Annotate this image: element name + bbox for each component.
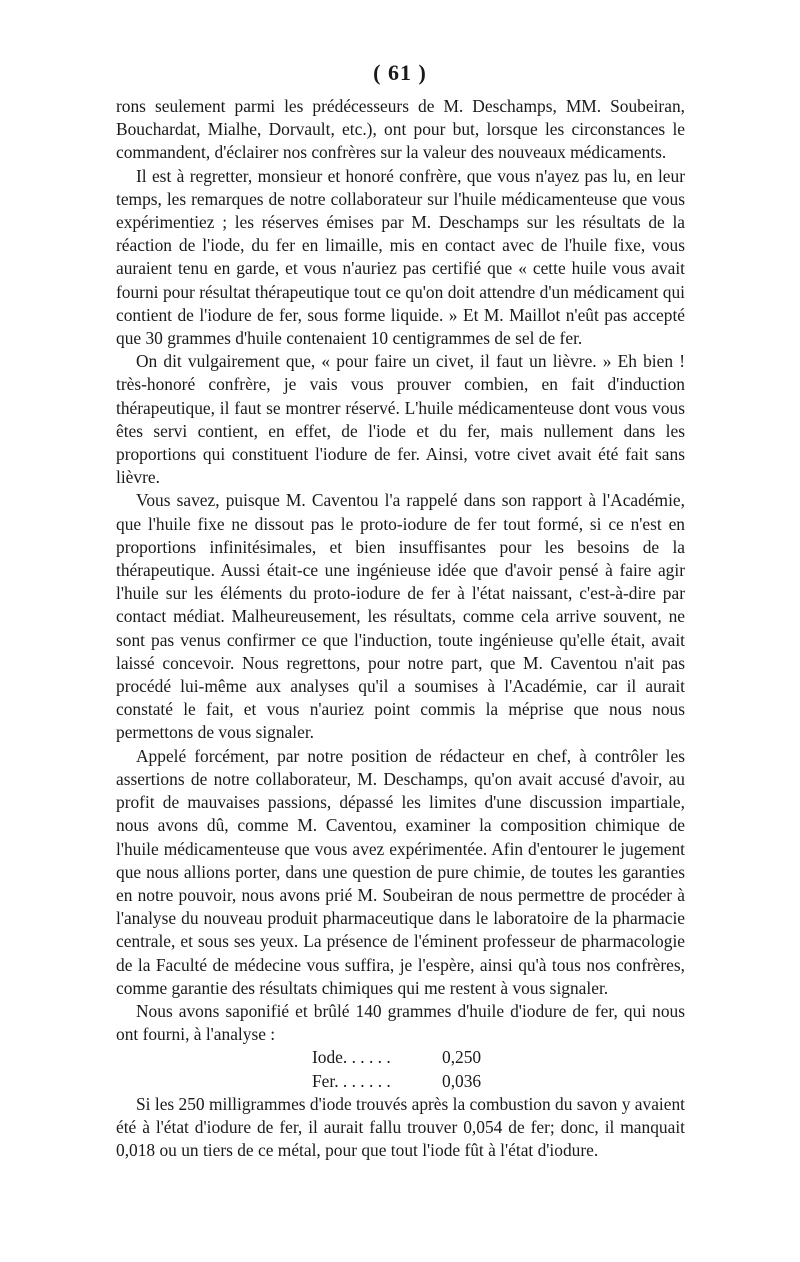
paragraph: Nous avons saponifié et brûlé 140 grammes d'huile d'iodure de fer, qui nous ont fourni, à l'analyse : [116, 1000, 685, 1045]
analysis-label: Fer. . . . . . . [312, 1070, 391, 1091]
body-text [116, 95, 685, 1162]
analysis-row-iode [116, 1046, 685, 1069]
paragraph: Vous savez, puisque M. Caventou l'a rappelé dans son rapport à l'Académie, que l'huile fixe ne dissout pas le proto-iodure de fer tout formé, si ce n'est en proportions infinitésimales, et bien insuffisantes pour les besoins de la thérapeutique. Aussi était-ce une ingénieuse idée que d'avoir pensé à faire agir l'huile sur les éléments du proto-iodure de fer à l'état naissant, c'est-à-dire par contact médiat. Malheureusement, les résultats, comme cela arrive souvent, ne sont pas venus confirmer ce que l'induction, toute ingénieuse qu'elle était, avait laissé concevoir. Nous regrettons, pour notre part, que M. Caventou n'ait pas procédé lui-même aux analyses qu'il a soumises à l'Académie, car il aurait constaté le fait, et vous n'auriez point commis la méprise que nous nous permettons de vous signaler. [116, 490, 685, 743]
analysis-value: 0,036 [442, 1070, 482, 1091]
paragraph: Si les 250 milligrammes d'iode trouvés après la combustion du savon y avaient été à l'état d'iodure de fer, il aurait fallu trouver 0,054 de fer; donc, il manquait 0,018 ou un tiers de ce métal, pour que tout l'iode fût à l'état d'iodure. [116, 1093, 685, 1161]
analysis-row-fer [116, 1070, 685, 1093]
paragraph: Appelé forcément, par notre position de rédacteur en chef, à contrôler les assertions de notre collaborateur, M. Deschamps, qu'on avait accusé d'avoir, au profit de mauvaises passions, dépassé les limites d'une discussion impartiale, nous avons dû, comme M. Caventou, examiner la composition chimique de l'huile médicamenteuse que vous avez expérimentée. Afin d'entourer le jugement que nous allions porter, dans une question de pure chimie, de toutes les garanties en notre pouvoir, nous avons prié M. Soubeiran de nous permettre de procéder à l'analyse du nouveau produit pharmaceutique dans le laboratoire de la pharmacie centrale, et sous ses yeux. La présence de l'éminent professeur de pharmacologie de la Faculté de médecine vous suffira, je l'espère, ainsi qu'à tous nos confrères, comme garantie des résultats chimiques qui me restent à vous signaler. [116, 745, 685, 998]
page-number: ( 61 ) [373, 60, 427, 85]
analysis-value: 0,250 [442, 1047, 482, 1068]
paragraph: Il est à regretter, monsieur et honoré confrère, que vous n'ayez pas lu, en leur temps, les remarques de notre collaborateur sur l'huile médicamenteuse que vous expérimentiez ; les réserves émises par M. Deschamps sur les résultats de la réaction de l'iode, du fer en limaille, mis en contact avec de l'huile fixe, vous auraient tenu en garde, et vous n'auriez pas certifié que « cette huile vous avait fourni pour résultat thérapeutique tout ce qu'on doit attendre d'un médicament qui contient de l'iodure de fer, sous forme liquide. » Et M. Maillot n'eût pas accepté que 30 grammes d'huile contenaient 10 centigrammes de sel de fer. [116, 165, 685, 349]
paragraph: rons seulement parmi les prédécesseurs de M. Deschamps, MM. Soubeiran, Bouchardat, Mialhe, Dorvault, etc.), ont pour but, lorsque les circonstances le commandent, d'éclairer nos confrères sur la valeur des nouveaux médicaments. [116, 96, 685, 163]
paragraph: On dit vulgairement que, « pour faire un civet, il faut un lièvre. » Eh bien ! très-honoré confrère, je vais vous prouver combien, en fait d'induction thérapeutique, il faut se montrer réservé. L'huile médicamenteuse dont vous vous êtes servi contient, en effet, de l'iode et du fer, mais nullement dans les proportions qui constituent l'iodure de fer. Ainsi, votre civet avait été fait sans lièvre. [116, 351, 685, 488]
analysis-results [116, 1046, 685, 1092]
analysis-label: Iode. . . . . . [312, 1047, 391, 1068]
